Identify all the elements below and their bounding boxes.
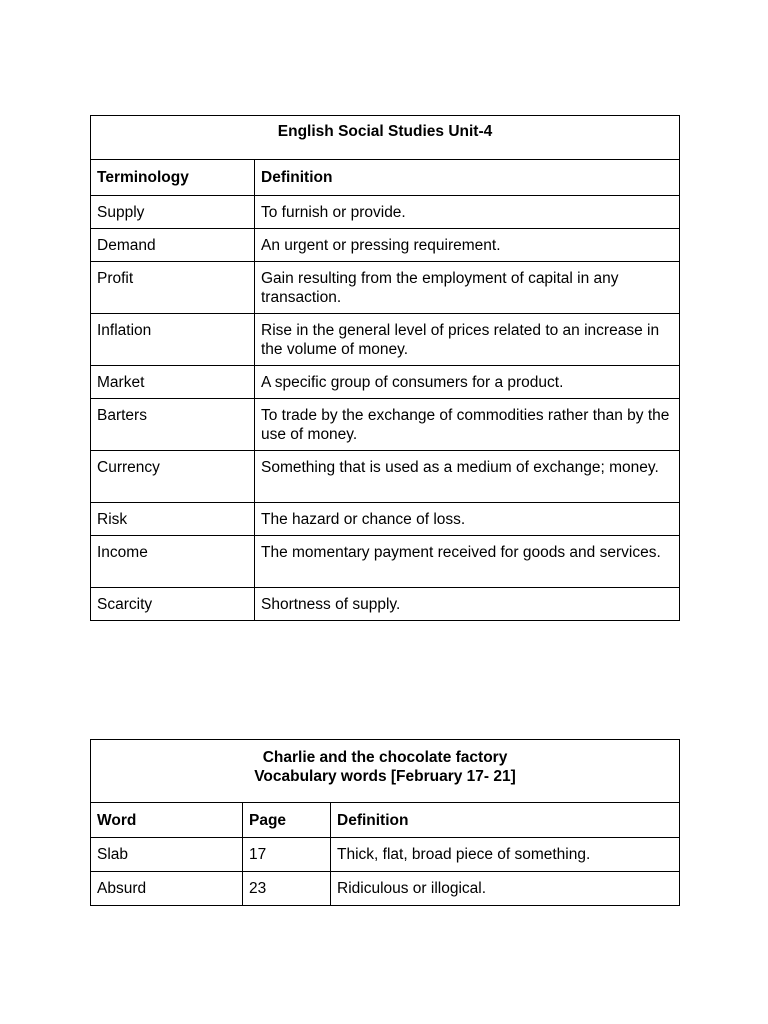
table-row bbox=[91, 588, 680, 621]
column-header-definition: Definition bbox=[331, 803, 680, 838]
definition-cell: Thick, flat, broad piece of something. bbox=[331, 838, 680, 872]
column-header-terminology: Terminology bbox=[91, 160, 255, 196]
definition-cell: An urgent or pressing requirement. bbox=[255, 229, 680, 262]
table-row bbox=[91, 399, 680, 451]
definition-cell: The momentary payment received for goods and services. bbox=[255, 536, 680, 588]
word-cell: Slab bbox=[91, 838, 243, 872]
term-cell: Income bbox=[91, 536, 255, 588]
term-cell: Risk bbox=[91, 503, 255, 536]
page-cell: 17 bbox=[243, 838, 331, 872]
table-title-row bbox=[91, 116, 680, 160]
table-title bbox=[91, 740, 680, 803]
table-title-line-1: Charlie and the chocolate factory bbox=[262, 749, 508, 766]
term-cell: Inflation bbox=[91, 314, 255, 366]
table-row bbox=[91, 838, 680, 872]
column-header-definition: Definition bbox=[255, 160, 680, 196]
definition-cell: The hazard or chance of loss. bbox=[255, 503, 680, 536]
charlie-vocab-table bbox=[90, 739, 680, 906]
word-cell: Absurd bbox=[91, 872, 243, 906]
term-cell: Currency bbox=[91, 451, 255, 503]
table-row bbox=[91, 536, 680, 588]
table-row bbox=[91, 196, 680, 229]
term-cell: Scarcity bbox=[91, 588, 255, 621]
table-row bbox=[91, 366, 680, 399]
social-studies-vocab-table bbox=[90, 115, 680, 621]
definition-cell: Gain resulting from the employment of capital in any transaction. bbox=[255, 262, 680, 314]
table-title-line-2: Vocabulary words [February 17- 21] bbox=[254, 768, 516, 785]
definition-cell: Rise in the general level of prices related to an increase in the volume of money. bbox=[255, 314, 680, 366]
column-header-word: Word bbox=[91, 803, 243, 838]
table-header-row bbox=[91, 160, 680, 196]
term-cell: Profit bbox=[91, 262, 255, 314]
definition-cell: Ridiculous or illogical. bbox=[331, 872, 680, 906]
term-cell: Barters bbox=[91, 399, 255, 451]
table-row bbox=[91, 503, 680, 536]
definition-cell: Shortness of supply. bbox=[255, 588, 680, 621]
definition-cell: A specific group of consumers for a product. bbox=[255, 366, 680, 399]
column-header-page: Page bbox=[243, 803, 331, 838]
table-row bbox=[91, 451, 680, 503]
page-cell: 23 bbox=[243, 872, 331, 906]
term-cell: Demand bbox=[91, 229, 255, 262]
table-row bbox=[91, 314, 680, 366]
table-row bbox=[91, 872, 680, 906]
term-cell: Market bbox=[91, 366, 255, 399]
table-title: English Social Studies Unit-4 bbox=[91, 116, 680, 160]
definition-cell: Something that is used as a medium of exchange; money. bbox=[255, 451, 680, 503]
definition-cell: To furnish or provide. bbox=[255, 196, 680, 229]
definition-cell: To trade by the exchange of commodities rather than by the use of money. bbox=[255, 399, 680, 451]
table-row bbox=[91, 229, 680, 262]
table-header-row bbox=[91, 803, 680, 838]
table-row bbox=[91, 262, 680, 314]
table-title-row bbox=[91, 740, 680, 803]
term-cell: Supply bbox=[91, 196, 255, 229]
